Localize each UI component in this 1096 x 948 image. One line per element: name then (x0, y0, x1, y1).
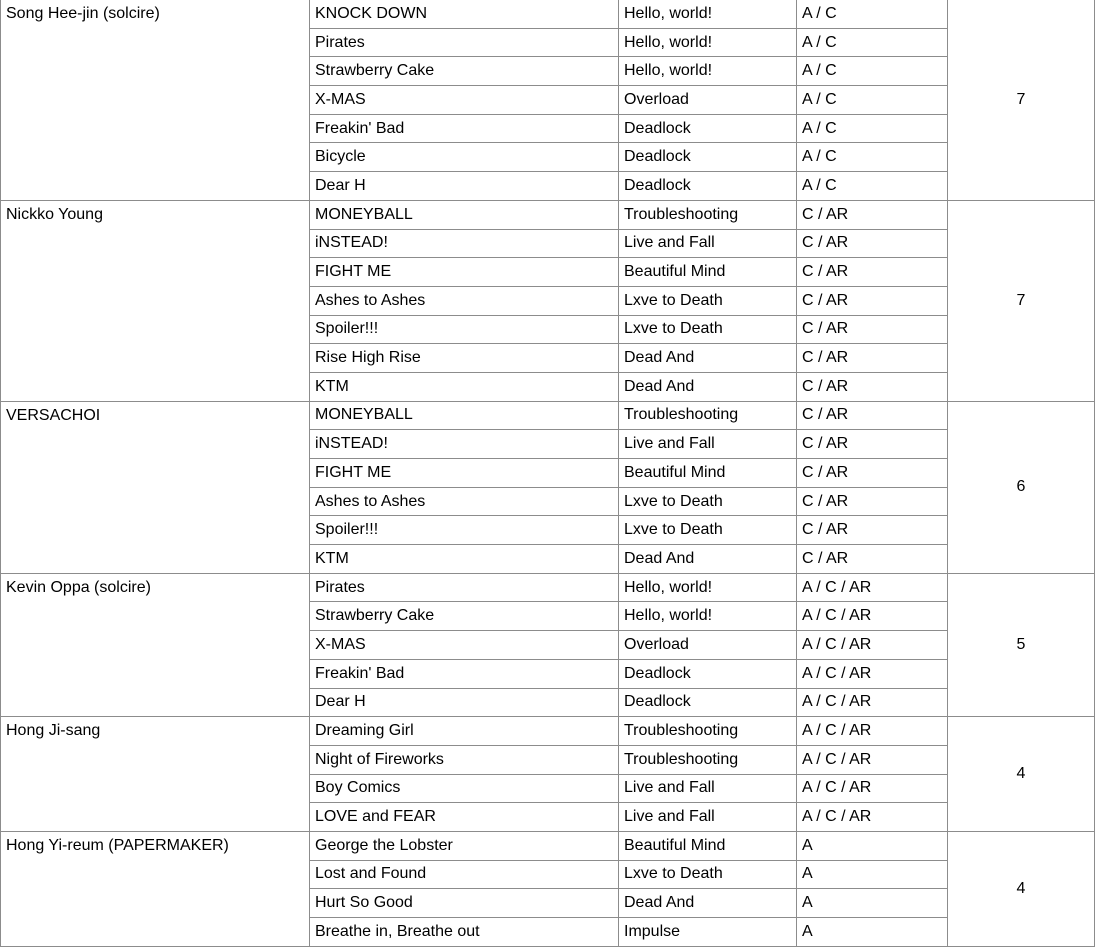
album-cell: Deadlock (619, 688, 797, 717)
album-cell: Live and Fall (619, 430, 797, 459)
song-title-cell: MONEYBALL (310, 200, 619, 229)
roles-cell: C / AR (797, 459, 948, 488)
album-cell: Dead And (619, 889, 797, 918)
roles-cell: A / C / AR (797, 659, 948, 688)
album-cell: Dead And (619, 372, 797, 401)
table-row (1, 401, 1095, 430)
album-cell: Troubleshooting (619, 401, 797, 430)
album-cell: Beautiful Mind (619, 258, 797, 287)
album-cell: Live and Fall (619, 229, 797, 258)
album-cell: Dead And (619, 344, 797, 373)
table-row (1, 831, 1095, 860)
song-title-cell: Ashes to Ashes (310, 487, 619, 516)
album-cell: Lxve to Death (619, 487, 797, 516)
song-title-cell: X-MAS (310, 86, 619, 115)
roles-cell: A / C / AR (797, 688, 948, 717)
song-title-cell: Dear H (310, 172, 619, 201)
table-row (1, 573, 1095, 602)
album-cell: Overload (619, 86, 797, 115)
song-count-cell: 7 (948, 0, 1095, 200)
song-count-cell: 6 (948, 401, 1095, 573)
roles-cell: C / AR (797, 286, 948, 315)
album-cell: Hello, world! (619, 573, 797, 602)
album-cell: Hello, world! (619, 28, 797, 57)
song-title-cell: Bicycle (310, 143, 619, 172)
song-count-cell: 4 (948, 717, 1095, 832)
song-title-cell: Rise High Rise (310, 344, 619, 373)
album-cell: Hello, world! (619, 57, 797, 86)
album-cell: Live and Fall (619, 803, 797, 832)
album-cell: Hello, world! (619, 0, 797, 28)
song-title-cell: Freakin' Bad (310, 659, 619, 688)
roles-cell: C / AR (797, 372, 948, 401)
song-title-cell: Strawberry Cake (310, 57, 619, 86)
song-title-cell: Breathe in, Breathe out (310, 918, 619, 947)
song-title-cell: Hurt So Good (310, 889, 619, 918)
song-title-cell: MONEYBALL (310, 401, 619, 430)
roles-cell: C / AR (797, 430, 948, 459)
album-cell: Lxve to Death (619, 516, 797, 545)
album-cell: Lxve to Death (619, 315, 797, 344)
album-cell: Troubleshooting (619, 200, 797, 229)
album-cell: Dead And (619, 545, 797, 574)
roles-cell: A (797, 860, 948, 889)
album-cell: Troubleshooting (619, 717, 797, 746)
roles-cell: A (797, 918, 948, 947)
album-cell: Beautiful Mind (619, 459, 797, 488)
album-cell: Lxve to Death (619, 286, 797, 315)
song-title-cell: George the Lobster (310, 831, 619, 860)
song-count-cell: 7 (948, 200, 1095, 401)
roles-cell: A / C / AR (797, 745, 948, 774)
roles-cell: A / C (797, 0, 948, 28)
song-title-cell: FIGHT ME (310, 258, 619, 287)
album-cell: Impulse (619, 918, 797, 947)
album-cell: Lxve to Death (619, 860, 797, 889)
roles-cell: C / AR (797, 545, 948, 574)
artist-name-cell: Song Hee-jin (solcire) (1, 0, 310, 200)
album-cell: Overload (619, 631, 797, 660)
album-cell: Live and Fall (619, 774, 797, 803)
roles-cell: C / AR (797, 315, 948, 344)
album-cell: Deadlock (619, 143, 797, 172)
roles-cell: C / AR (797, 401, 948, 430)
song-title-cell: Spoiler!!! (310, 516, 619, 545)
song-title-cell: Freakin' Bad (310, 114, 619, 143)
song-title-cell: Strawberry Cake (310, 602, 619, 631)
table-row (1, 0, 1095, 28)
song-title-cell: X-MAS (310, 631, 619, 660)
song-title-cell: LOVE and FEAR (310, 803, 619, 832)
album-cell: Deadlock (619, 172, 797, 201)
roles-cell: A (797, 831, 948, 860)
song-title-cell: Night of Fireworks (310, 745, 619, 774)
song-count-cell: 5 (948, 573, 1095, 716)
album-cell: Hello, world! (619, 602, 797, 631)
roles-cell: C / AR (797, 344, 948, 373)
credits-table-body (1, 0, 1095, 946)
roles-cell: A / C / AR (797, 717, 948, 746)
album-cell: Beautiful Mind (619, 831, 797, 860)
table-row (1, 200, 1095, 229)
roles-cell: A / C / AR (797, 631, 948, 660)
album-cell: Troubleshooting (619, 745, 797, 774)
song-title-cell: Spoiler!!! (310, 315, 619, 344)
song-title-cell: Boy Comics (310, 774, 619, 803)
roles-cell: A / C (797, 114, 948, 143)
artist-name-cell: Kevin Oppa (solcire) (1, 573, 310, 716)
song-title-cell: FIGHT ME (310, 459, 619, 488)
roles-cell: C / AR (797, 200, 948, 229)
song-title-cell: KNOCK DOWN (310, 0, 619, 28)
roles-cell: A / C / AR (797, 573, 948, 602)
roles-cell: C / AR (797, 229, 948, 258)
album-cell: Deadlock (619, 659, 797, 688)
song-title-cell: Pirates (310, 573, 619, 602)
song-title-cell: Ashes to Ashes (310, 286, 619, 315)
roles-cell: C / AR (797, 258, 948, 287)
roles-cell: A / C / AR (797, 602, 948, 631)
roles-cell: C / AR (797, 516, 948, 545)
roles-cell: A / C (797, 57, 948, 86)
roles-cell: C / AR (797, 487, 948, 516)
song-title-cell: KTM (310, 545, 619, 574)
roles-cell: A / C (797, 143, 948, 172)
artist-name-cell: Nickko Young (1, 200, 310, 401)
artist-name-cell: VERSACHOI (1, 401, 310, 573)
roles-cell: A (797, 889, 948, 918)
song-title-cell: Dreaming Girl (310, 717, 619, 746)
song-title-cell: Pirates (310, 28, 619, 57)
song-count-cell: 4 (948, 831, 1095, 946)
song-title-cell: iNSTEAD! (310, 229, 619, 258)
roles-cell: A / C / AR (797, 803, 948, 832)
album-cell: Deadlock (619, 114, 797, 143)
roles-cell: A / C (797, 172, 948, 201)
artist-name-cell: Hong Yi-reum (PAPERMAKER) (1, 831, 310, 946)
roles-cell: A / C (797, 28, 948, 57)
song-title-cell: KTM (310, 372, 619, 401)
song-title-cell: Dear H (310, 688, 619, 717)
roles-cell: A / C (797, 86, 948, 115)
roles-cell: A / C / AR (797, 774, 948, 803)
table-row (1, 717, 1095, 746)
song-title-cell: Lost and Found (310, 860, 619, 889)
song-title-cell: iNSTEAD! (310, 430, 619, 459)
artist-name-cell: Hong Ji-sang (1, 717, 310, 832)
